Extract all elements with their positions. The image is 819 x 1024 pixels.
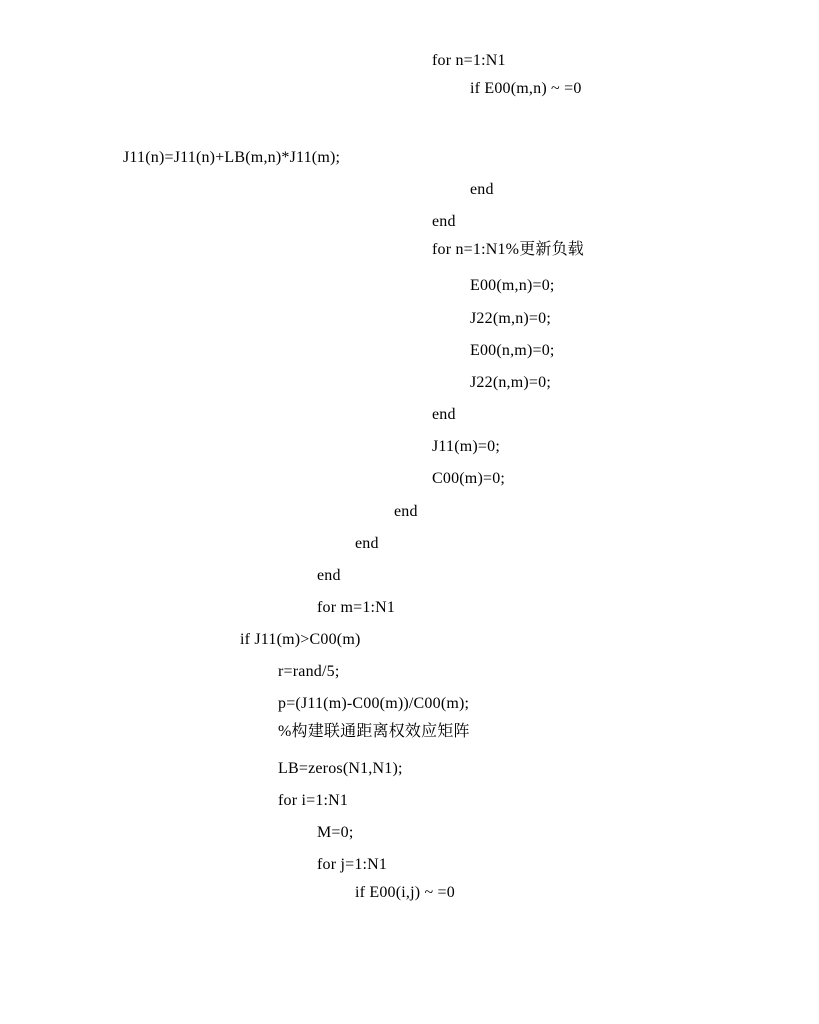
code-line: p=(J11(m)-C00(m))/C00(m); xyxy=(278,695,470,712)
code-line: E00(m,n)=0; xyxy=(470,277,555,294)
code-line: for n=1:N1 xyxy=(432,52,506,69)
code-line: for n=1:N1%更新负载 xyxy=(432,241,585,258)
code-line: end xyxy=(355,535,379,552)
code-line: r=rand/5; xyxy=(278,663,340,680)
code-line: if E00(m,n) ~ =0 xyxy=(470,80,582,97)
code-line: end xyxy=(317,567,341,584)
code-line: end xyxy=(432,213,456,230)
code-line: M=0; xyxy=(317,824,354,841)
code-line: J11(n)=J11(n)+LB(m,n)*J11(m); xyxy=(123,149,341,166)
code-line: for m=1:N1 xyxy=(317,599,396,616)
code-line: end xyxy=(432,406,456,423)
code-line: C00(m)=0; xyxy=(432,470,506,487)
code-line: end xyxy=(470,181,494,198)
code-line: if J11(m)>C00(m) xyxy=(240,631,361,648)
code-line: J11(m)=0; xyxy=(432,438,501,455)
code-line: for j=1:N1 xyxy=(317,856,388,873)
code-line: if E00(i,j) ~ =0 xyxy=(355,884,455,901)
code-line: LB=zeros(N1,N1); xyxy=(278,760,403,777)
code-line: E00(n,m)=0; xyxy=(470,342,555,359)
code-line: J22(n,m)=0; xyxy=(470,374,551,391)
code-line: for i=1:N1 xyxy=(278,792,349,809)
code-line: end xyxy=(394,503,418,520)
code-line: %构建联通距离权效应矩阵 xyxy=(278,723,470,740)
code-line: J22(m,n)=0; xyxy=(470,310,551,327)
